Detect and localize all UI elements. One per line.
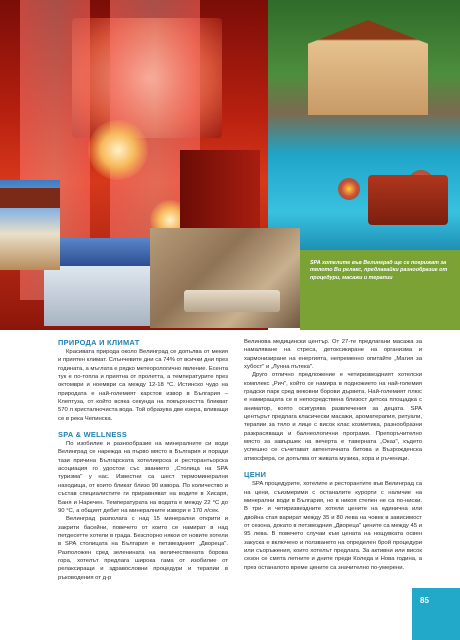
paragraph: Красивата природа около Велинград се допълва от мекия и приятен климат. Слънчевите дни са 74% от всички дни през годината, а мъглата е рядко метеорологично явление. Есента тук е по-топла и приятна от пролетта, а температурите през октомври и ноември са между 12-18 °С. Истинско чудо на природата е най-големият карстов извор в България – Клептуза, от който всяка секунда на повърхността бликват 570 л кристалночиста вода. Той образува две езера, вливащи се в река Чепинска. xyxy=(58,349,228,422)
flower-pot xyxy=(338,178,360,200)
section-heading: ЦЕНИ xyxy=(244,470,267,480)
tub-base xyxy=(44,266,154,326)
paragraph: SPA процедурите, хотелите и ресторантите във Велинград са на цени, съизмерими с останалите курорти с наличие на минерални води в България, но в никоя степен не са по-ниски. В три- и четиризвездните хотели цените на единична или двойна стая варират между 35 и 80 лева на човек в зависимост от сезона, докато в петзвездния „Двореца" цените са между 45 и 95 лева. В повечето случаи към цената на нощувката освен закуска е включено и ползването на определен брой процедури или съоръжения, които хотелът предлага. За активни или висок сезон се смята летните и дните преди Коледа и Нова година, а през останалото време цените са значително по-умерени. xyxy=(244,481,422,571)
section-heading: ПРИРОДА И КЛИМАТ xyxy=(58,338,140,347)
paragraph: Друго отлично предложение е четиризвездният хотелски комплекс „Рич", който се намира в подножието на най-големия градски парк сред вековни борови дървета. Най-големият плюс е намиращата се в непосредствена близост детска площадка с аниматор, която осигурява развлечения за децата. SPA центърът предлага класически масажи, ароматерапия, ритуали, терапии за тяло и лице с висок клас козметика, разнообразни разкрасяващи и балнеологични програми. Препоръчително място за завършек на вечерта е таверната „Оказ", където успешно се съчетават автентичната битова и Възрожденска атмосфера, се допълва от живата музика, хора и ръченици. xyxy=(244,372,422,462)
paragraph: Велинград разполага с над 15 минерални открити и закрити басейни, повечето от които се намират в над петдесетте хотели в града. Безспорно някои от новите хотели в SPA столицата на България е петзвездният „Двореца". Разположен сред зеленината на величествената борова гора, хотелът предлага широка гама от изобилие от релаксиращи и здравословни процедури и терапии в ръководения от д-р xyxy=(58,516,228,581)
massage-bed xyxy=(184,290,280,312)
photo-caption: SPA хотелите във Велинград ще се погрижат за тялото Ви релакс, предлагайки разнообразие от процедури, масажи и терапии xyxy=(300,250,460,330)
wooden-deck xyxy=(368,175,448,225)
left-column xyxy=(58,338,228,582)
pavilion xyxy=(308,20,428,115)
pool-photo xyxy=(268,0,460,250)
house-roof xyxy=(0,188,60,208)
right-column xyxy=(244,338,422,572)
section-heading: SPA & WELLNESS xyxy=(58,430,128,440)
paragraph: По изобилие и разнообразие на минералните си води Велинград се нарежда на първо място в България и поради тази причина Българската хотелиерска и ресторантьорска асоциация го удостои със званието „Столица на SPA туризма" у нас. Известни са шест термоминерални находища, от които бликат близо 90 извора. По количество и състав специалистите ги приравняват на водите в Хисаря, Баня и Наречен. Температурата на водата е между 22 °С до 90 °С, а общият дебит на минералните извори е 170 л/сек. xyxy=(58,441,228,514)
paragraph: Велинова медицински център. От 27-те предлагани масажа за намаляване на стреса, детоксикиране на организма и хармонизиране на енергията, непременно опитайте „Магия за хубост" и „Лунна пътека". xyxy=(244,339,422,371)
house-photo xyxy=(0,180,60,270)
stone-room-photo xyxy=(150,228,300,328)
lamp-glow xyxy=(88,120,148,180)
page-number: 85 xyxy=(420,596,429,605)
